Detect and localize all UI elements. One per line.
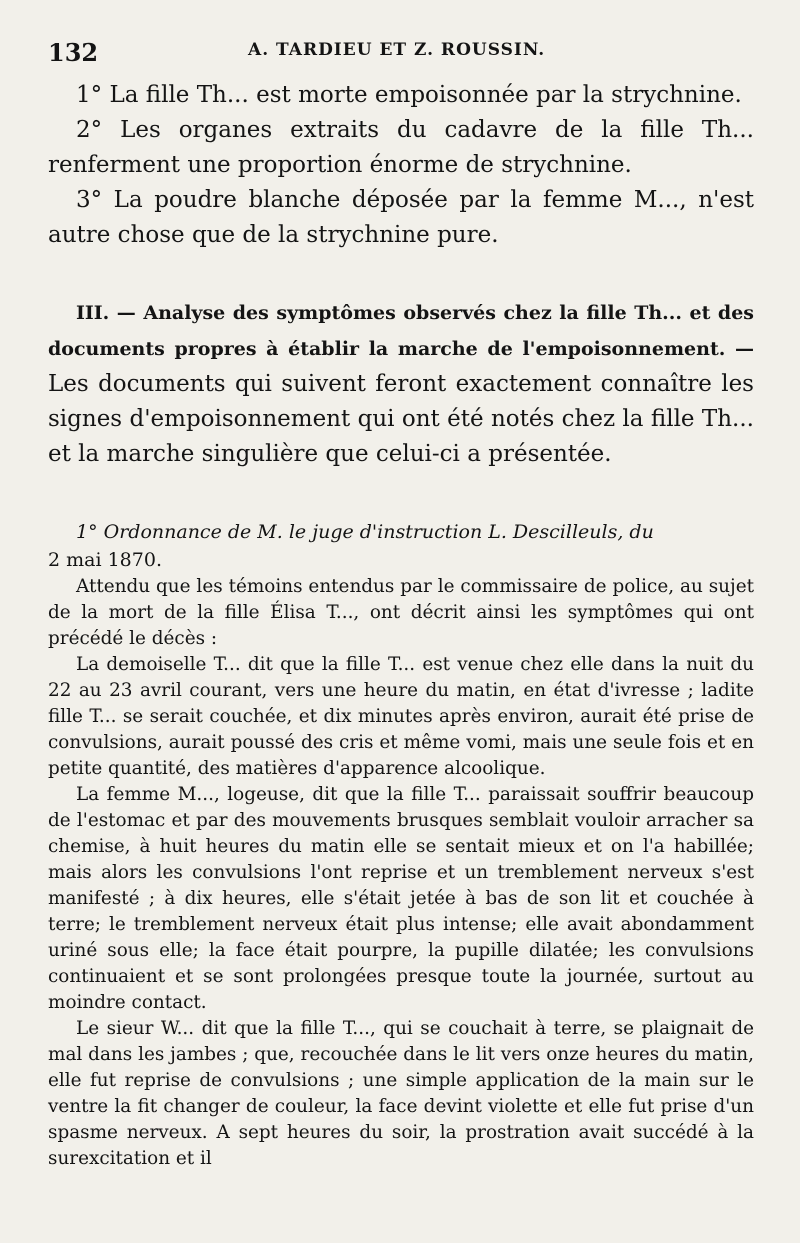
body-text [48, 574, 754, 1172]
running-title: A. TARDIEU ET Z. ROUSSIN. [248, 40, 546, 60]
conclusion-item: 2° Les organes extraits du cadavre de la fille Th... renferment une proportion énorme de strychnine. [48, 117, 754, 178]
conclusion-item: 1° La fille Th... est morte empoisonnée par la strychnine. [76, 82, 742, 108]
ordonnance-date: 2 mai 1870. [48, 549, 162, 571]
body-paragraph: La demoiselle T... dit que la fille T... est venue chez elle dans la nuit du 22 au 23 avril courant, vers une heure du matin, en état d'ivresse ; ladite fille T... se serait couchée, et dix minutes après environ, aurait été prise de convulsions, aurait poussé des cris et même vomi, mais une seule fois et en petite quantité, des matières d'apparence alcoolique. [48, 654, 754, 779]
ordonnance-heading [48, 518, 754, 574]
running-head [48, 38, 754, 78]
section-heading: III. — Analyse des symptômes observés chez la fille Th... et des documents propres à établir la marche de l'empoisonnement. — [48, 302, 754, 360]
conclusion-item: 3° La poudre blanche déposée par la femme M..., n'est autre chose que de la strychnine pure. [48, 187, 754, 248]
section-text: Les documents qui suivent feront exactement connaître les signes d'empoisonnement qui ont été notés chez la fille Th... et la marche singulière que celui-ci a présentée. [48, 371, 754, 467]
ordonnance-title: 1° Ordonnance de M. le juge d'instruction L. Descilleuls, du [76, 521, 654, 543]
body-paragraph: Le sieur W... dit que la fille T..., qui se couchait à terre, se plaignait de mal dans les jambes ; que, recouchée dans le lit vers onze heures du matin, elle fut reprise de convulsions ; une simple application de la main sur le ventre la fit changer de couleur, la face devint violette et elle fut prise d'un spasme nerveux. A sept heures du soir, la prostration avait succédé à la surexcitation et il [48, 1018, 754, 1169]
ordonnance-block [48, 518, 754, 1172]
body-paragraph: Attendu que les témoins entendus par le commissaire de police, au sujet de la mort de la fille Élisa T..., ont décrit ainsi les symptômes qui ont précédé le décès : [48, 576, 754, 649]
conclusions-list [48, 78, 754, 253]
body-paragraph: La femme M..., logeuse, dit que la fille T... paraissait souffrir beaucoup de l'estomac et par des mouvements brusques semblait vouloir arracher sa chemise, à huit heures du matin elle se sentait mieux et on l'a habillée; mais alors les convulsions l'ont reprise et un tremblement nerveux s'est manifesté ; à dix heures, elle s'était jetée à bas de son lit et couchée à terre; le tremblement nerveux était plus intense; elle avait abondamment uriné sous elle; la face était pourpre, la pupille dilatée; les convulsions continuaient et se sont prolongées presque toute la journée, surtout au moindre contact. [48, 784, 754, 1013]
section-paragraph [48, 295, 754, 472]
section-iii [48, 295, 754, 472]
page-number: 132 [48, 38, 99, 67]
